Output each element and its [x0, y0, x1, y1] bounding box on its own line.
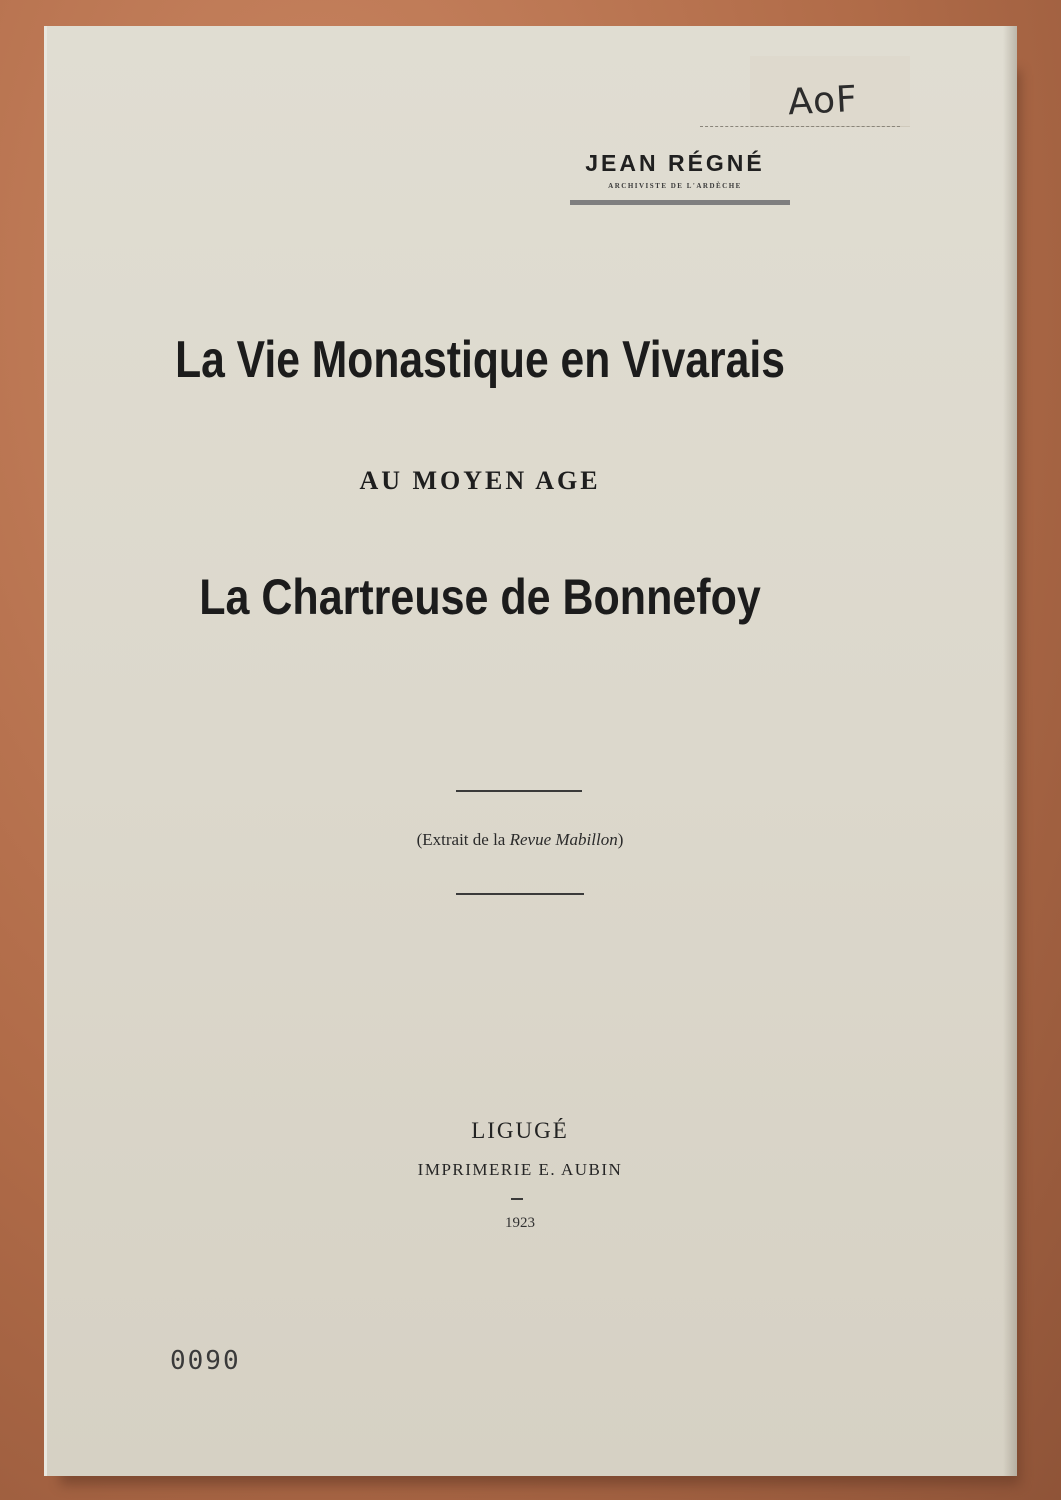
book-title: La Vie Monastique en Vivarais	[175, 331, 785, 389]
booklet-cover	[44, 26, 1017, 1476]
extract-note	[320, 830, 720, 850]
author-role: ARCHIVISTE DE L'ARDÈCHE	[608, 182, 742, 190]
divider-top	[456, 790, 582, 792]
author-underline	[570, 200, 790, 205]
extract-prefix: (Extrait de la	[416, 830, 510, 849]
label-line	[700, 126, 900, 128]
book-subtitle: AU MOYEN AGE	[359, 466, 601, 495]
imprint-place: LIGUGÉ	[471, 1118, 569, 1143]
handwritten-mark: AoF	[786, 78, 859, 124]
extract-journal: Revue Mabillon	[509, 830, 618, 849]
extract-suffix: )	[617, 830, 624, 849]
book-secondary-title: La Chartreuse de Bonnefoy	[199, 569, 761, 625]
imprint-year: 1923	[505, 1215, 535, 1231]
inventory-stamp: 0090	[170, 1346, 241, 1376]
imprint-printer: IMPRIMERIE E. AUBIN	[417, 1160, 623, 1179]
divider-bottom	[456, 893, 584, 895]
imprint-dash	[511, 1198, 523, 1200]
author-name: JEAN RÉGNÉ	[585, 150, 765, 176]
